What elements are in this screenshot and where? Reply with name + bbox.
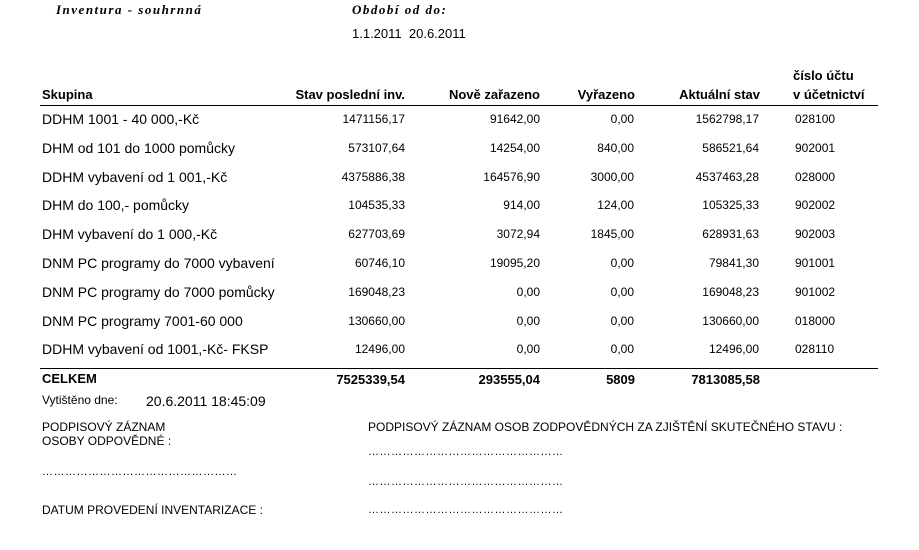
row-group: DNM PC programy do 7000 vybavení: [42, 255, 275, 271]
row-current: 105325,33: [702, 198, 759, 212]
row-account: 028110: [795, 342, 835, 356]
row-current: 169048,23: [702, 285, 759, 299]
responsible-signature-line: ……………………………………………: [42, 466, 238, 478]
period-dates: [352, 26, 466, 41]
committee-signature-line-1: ……………………………………………: [368, 446, 564, 458]
row-group: DDHM vybavení od 1 001,-Kč: [42, 169, 228, 185]
row-removed: 0,00: [610, 112, 634, 126]
row-current: 130660,00: [702, 314, 759, 328]
row-group: DHM do 100,- pomůcky: [42, 197, 190, 213]
row-last-inventory: 130660,00: [348, 314, 405, 328]
row-current: 586521,64: [702, 141, 759, 155]
row-removed: 0,00: [610, 342, 634, 356]
row-added: 0,00: [516, 285, 540, 299]
date-from: 1.1.2011: [352, 26, 402, 41]
total-added: 293555,04: [478, 372, 540, 387]
committee-signature-line-2: ……………………………………………: [368, 476, 564, 488]
row-removed: 0,00: [610, 285, 634, 299]
row-removed: 0,00: [610, 256, 634, 270]
row-added: 14254,00: [489, 141, 540, 155]
row-added: 0,00: [516, 342, 540, 356]
row-group: DNM PC programy do 7000 pomůcky: [42, 284, 275, 300]
header-account-line2: v účetnictví: [793, 87, 865, 102]
responsible-label-line1: PODPISOVÝ ZÁZNAM: [42, 420, 166, 434]
row-last-inventory: 573107,64: [348, 141, 405, 155]
row-last-inventory: 12496,00: [354, 342, 405, 356]
row-added: 914,00: [503, 198, 540, 212]
row-removed: 0,00: [610, 314, 634, 328]
row-added: 164576,90: [483, 170, 540, 184]
header-group: Skupina: [42, 87, 93, 102]
row-last-inventory: 60746,10: [354, 256, 405, 270]
printed-label: Vytištěno dne:: [42, 393, 118, 407]
row-removed: 3000,00: [590, 170, 634, 184]
row-group: DDHM 1001 - 40 000,-Kč: [42, 111, 200, 127]
row-account: 901001: [795, 256, 836, 270]
row-group: DHM vybavení do 1 000,-Kč: [42, 226, 218, 242]
row-added: 91642,00: [489, 112, 540, 126]
row-account: 028100: [795, 112, 836, 126]
row-group: DNM PC programy 7001-60 000: [42, 313, 243, 329]
date-of-inventory-label: DATUM PROVEDENÍ INVENTARIZACE :: [42, 503, 263, 517]
header-current: Aktuální stav: [679, 87, 760, 102]
row-removed: 840,00: [597, 141, 634, 155]
row-last-inventory: 627703,69: [348, 227, 405, 241]
header-last-inventory: Stav poslední inv.: [295, 87, 405, 102]
printed-value: 20.6.2011 18:45:09: [146, 393, 266, 409]
row-account: 902001: [795, 141, 836, 155]
date-to: 20.6.2011: [408, 26, 466, 41]
total-label: CELKEM: [42, 371, 97, 386]
row-current: 4537463,28: [695, 170, 759, 184]
row-removed: 124,00: [597, 198, 634, 212]
row-account: 902002: [795, 198, 836, 212]
header-removed: Vyřazeno: [577, 87, 635, 102]
row-last-inventory: 1471156,17: [342, 112, 405, 126]
header-account-line1: číslo účtu: [793, 68, 854, 83]
row-last-inventory: 104535,33: [348, 198, 405, 212]
row-last-inventory: 4375886,38: [341, 170, 405, 184]
row-current: 628931,63: [702, 227, 759, 241]
row-account: 028000: [795, 170, 836, 184]
header-added: Nově zařazeno: [448, 87, 540, 102]
header-rule: [40, 105, 878, 106]
total-removed: 5809: [606, 372, 635, 387]
row-last-inventory: 169048,23: [348, 285, 405, 299]
committee-signature-line-3: ……………………………………………: [368, 504, 564, 516]
total-rule: [40, 368, 878, 369]
row-removed: 1845,00: [590, 227, 634, 241]
total-current: 7813085,58: [691, 372, 760, 387]
row-added: 3072,94: [496, 227, 540, 241]
row-current: 79841,30: [708, 256, 759, 270]
row-current: 1562798,17: [695, 112, 759, 126]
row-account: 018000: [795, 314, 836, 328]
row-account: 901002: [795, 285, 836, 299]
row-account: 902003: [795, 227, 836, 241]
period-label: Období od do:: [352, 2, 448, 17]
responsible-label-line2: OSOBY ODPOVĚDNÉ :: [42, 434, 172, 448]
row-group: DHM od 101 do 1000 pomůcky: [42, 140, 235, 156]
committee-label: PODPISOVÝ ZÁZNAM OSOB ZODPOVĚDNÝCH ZA ZJIŠTĚNÍ SKUTEČNÉHO STAVU :: [368, 420, 843, 434]
row-current: 12496,00: [708, 342, 759, 356]
row-added: 19095,20: [489, 256, 540, 270]
row-group: DDHM vybavení od 1001,-Kč- FKSP: [42, 341, 269, 357]
report-title: Inventura - souhrnná: [56, 2, 203, 17]
row-added: 0,00: [516, 314, 540, 328]
total-last-inventory: 7525339,54: [336, 372, 405, 387]
